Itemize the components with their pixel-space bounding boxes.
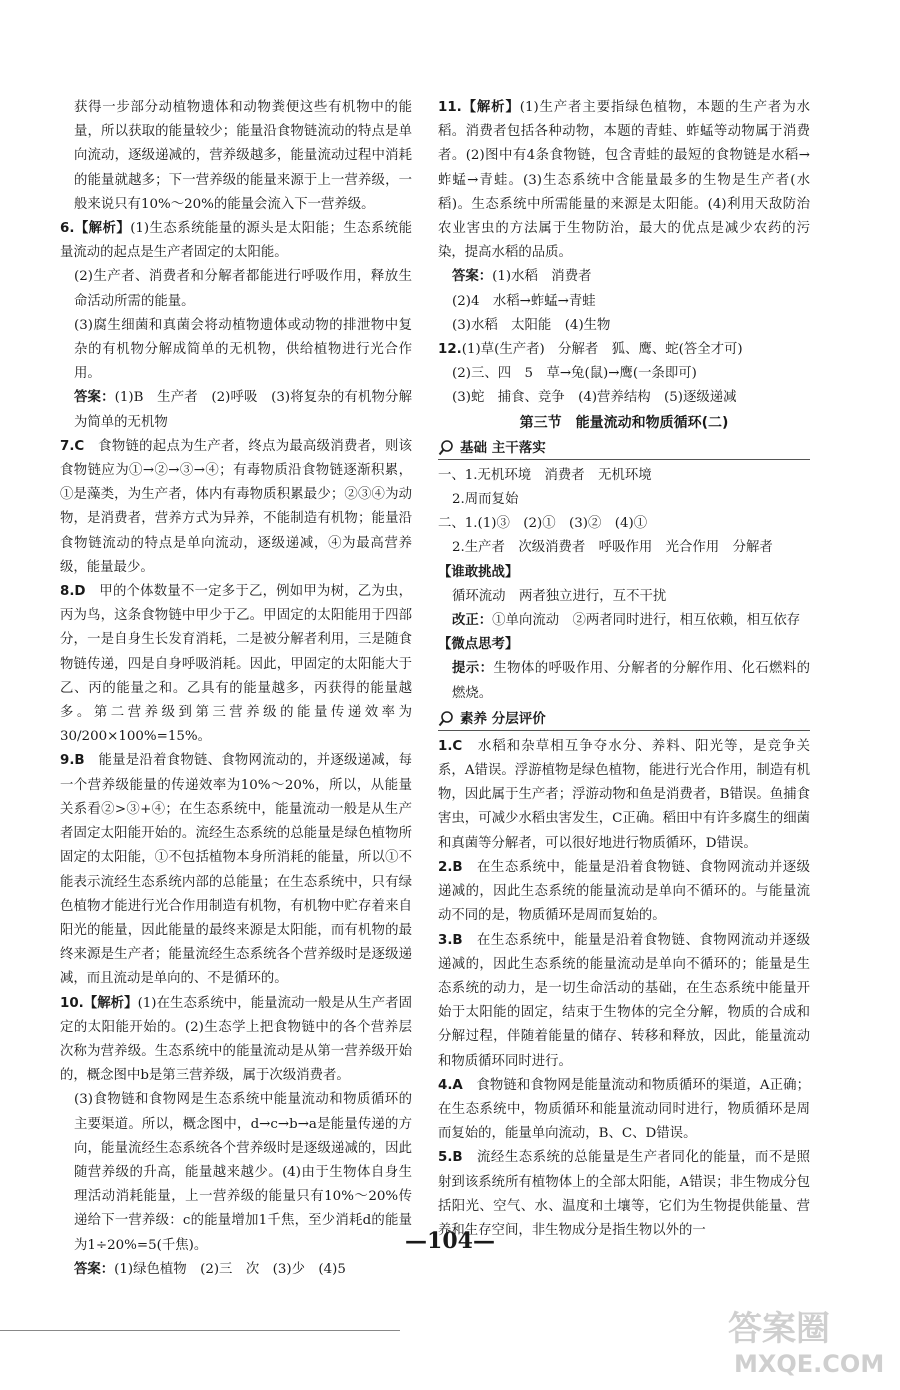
paragraph-text: (1)B 生产者 (2)呼吸 (3)将复杂的有机物分解为简单的无机物 [74, 390, 412, 430]
paragraph-l7 [60, 580, 412, 749]
paragraph-label: 答案： [74, 390, 115, 406]
paragraph-label: 2.B [438, 859, 463, 875]
paragraph-label: 10.【解析】 [60, 995, 138, 1011]
page-number: —104— [405, 1228, 495, 1254]
right-column [438, 96, 810, 1243]
watermark-logo [720, 1300, 890, 1380]
paragraph-label: 改正： [452, 613, 493, 629]
paragraph-r5 [438, 338, 810, 362]
paragraph-text: (1)草(生产者) 分解者 狐、鹰、蛇(答全才可) [461, 342, 743, 358]
paragraph-text: 食物链的起点为生产者，终点为最高级消费者，则该食物链应为①→②→③→④；有毒物质沿食物链逐渐积累，①是藻类，为生产者，体内有毒物质积累最少；②③④为动物，是消费者，营养方式为异养，不能制造有机物；能量沿食物链流动的特点是单向流动，逐级递减，④为最高营养级，能量最少。 [60, 438, 412, 575]
paragraph-text: 生物体的呼吸作用、分解者的分解作用、化石燃料的燃烧。 [452, 661, 811, 701]
paragraph-r1 [438, 96, 810, 265]
paragraph-text: (1)绿色植物 (2)三 次 (3)少 (4)5 [114, 1261, 346, 1277]
banner-eval [438, 708, 810, 731]
bottom-rule [0, 1330, 400, 1331]
paragraph-r2 [438, 265, 810, 289]
magnifier-icon [438, 439, 456, 457]
paragraph-l6 [60, 435, 412, 580]
paragraph-r7 [438, 386, 810, 410]
paragraph-label: 7.C [60, 438, 85, 454]
paragraph-label: 6.【解析】 [60, 221, 131, 237]
paragraph-text: 流经生态系统的总能量是生产者同化的能量，而不是照射到该系统所有植物体上的全部太阳能，A错误；非生物成分包括阳光、空气、水、温度和土壤等，它们为生物提供能量、营养和生存空间，非生物成分是指生物以外的一 [438, 1150, 810, 1238]
paragraph-label: 答案： [74, 1261, 115, 1277]
paragraph-s6 [438, 585, 810, 609]
paragraph-text: 2.周而复始 [452, 492, 519, 508]
paragraph-t1 [438, 735, 810, 856]
paragraph-text: (2)生产者、消费者和分解者都能进行呼吸作用，释放生命活动所需的能量。 [74, 269, 412, 309]
banner-eval-label: 素养 分层评价 [460, 710, 546, 727]
paragraph-s4 [438, 536, 810, 560]
paragraph-s7 [438, 609, 810, 633]
paragraph-text: (3)食物链和食物网是生态系统中能量流动和物质循环的主要渠道。所以，概念图中，d→c→b→a是能量传递的方向，能量流经生态系统各个营养级时是逐级递减的，因此随营养级的升高，能量越来越少。(4)由于生物体自身生理活动消耗能量，上一营养级的能量只有10%～20%传递给下一营养级：c的能量增加1千焦，至少消耗d的能量为1÷20%=5(千焦)。 [74, 1092, 412, 1253]
paragraph-text: ①单向流动 ②两者同时进行，相互依赖，相互依存 [492, 613, 801, 629]
svg-text:MXQE.COM: MXQE.COM [734, 1350, 885, 1378]
paragraph-s9 [438, 657, 810, 705]
paragraph-label: 5.B [438, 1150, 463, 1166]
magnifier-icon [438, 710, 456, 728]
paragraph-text: (2)4 水稻→蚱蜢→青蛙 [452, 293, 596, 309]
paragraph-l4 [60, 314, 412, 387]
paragraph-r6 [438, 362, 810, 386]
paragraph-text: 在生态系统中，能量是沿着食物链、食物网流动并逐级递减的，因此生态系统的能量流动是单向不循环的；能量是生态系统的动力，是一切生命活动的基础，在生态系统中能量开始于太阳能的固定，结束于生物体的完全分解，物质的合成和分解过程，伴随着能量的储存、转移和释放，因此，能量流动和物质循环同时进行。 [438, 932, 810, 1069]
paragraph-label: 答案： [452, 269, 493, 285]
paragraph-l9 [60, 992, 412, 1089]
paragraph-l3 [60, 265, 412, 313]
paragraph-text: 二、1.(1)③ (2)① (3)② (4)① [438, 516, 648, 532]
paragraph-text: (3)水稻 太阳能 (4)生物 [452, 317, 611, 333]
paragraph-text: 一、1.无机环境 消费者 无机环境 [438, 467, 652, 483]
paragraph-t4 [438, 1074, 810, 1147]
paragraph-r4 [438, 314, 810, 338]
paragraph-s8 [438, 633, 810, 657]
paragraph-label: 【微点思考】 [438, 637, 519, 653]
paragraph-text: (2)三、四 5 草→兔(鼠)→鹰(一条即可) [452, 366, 697, 382]
section-title: 第三节 能量流动和物质循环(二) [519, 414, 729, 431]
paragraph-text: 2.生产者 次级消费者 呼吸作用 光合作用 分解者 [452, 540, 773, 556]
paragraph-label: 3.B [438, 932, 463, 948]
paragraph-l8 [60, 749, 412, 991]
paragraph-s1 [438, 464, 810, 488]
paragraph-label: 11.【解析】 [438, 100, 520, 115]
paragraph-l5 [60, 386, 412, 434]
paragraph-text: 获得一步部分动植物遗体和动物粪便这些有机物中的能量，所以获取的能量较少；能量沿食物链流动的特点是单向流动，逐级递减的，营养级越多，能量流动过程中消耗的能量就越多；下一营养级的能量来源于上一营养级，一般来说只有10%～20%的能量会流入下一营养级。 [74, 100, 412, 212]
paragraph-r3 [438, 290, 810, 314]
paragraph-s2 [438, 488, 810, 512]
paragraph-label: 4.A [438, 1077, 463, 1093]
paragraph-text: 在生态系统中，能量是沿着食物链、食物网流动并逐级递减的，因此生态系统的能量流动是单向不循环的。与能量流动不同的是，物质循环是周而复始的。 [438, 859, 810, 924]
paragraph-label: 12. [438, 342, 462, 358]
paragraph-text: (1)水稻 消费者 [492, 269, 592, 285]
paragraph-s5 [438, 561, 810, 585]
paragraph-l1 [60, 96, 412, 217]
paragraph-label: 【谁敢挑战】 [438, 564, 519, 580]
paragraph-text: (1)在生态系统中，能量流动一般是从生产者固定的太阳能开始的。(2)生态学上把食物链中的各个营养层次称为营养级。生态系统中的能量流动是从第一营养级开始的，概念图中b是第三营养级，属于次级消费者。 [60, 995, 412, 1084]
paragraph-text: 循环流动 两者独立进行，互不干扰 [452, 588, 667, 604]
paragraph-text: (3)腐生细菌和真菌会将动植物遗体或动物的排泄物中复杂的有机物分解成简单的无机物，供给植物进行光合作用。 [74, 317, 412, 382]
paragraph-t3 [438, 929, 810, 1074]
paragraph-text: 食物链和食物网是能量流动和物质循环的渠道，A正确；在生态系统中，物质循环和能量流动同时进行，物质循环是周而复始的，能量单向流动，B、C、D错误。 [438, 1077, 810, 1142]
paragraph-label: 8.D [60, 584, 86, 600]
paragraph-text: 甲的个体数量不一定多于乙，例如甲为树，乙为虫，丙为鸟，这条食物链中甲少于乙。甲固定的太阳能用于四部分，一是自身生长发育消耗，二是被分解者利用，三是随食物链传递，四是自身呼吸消耗。因此，甲固定的太阳能大于乙、丙的能量之和。乙具有的能量越多，丙获得的能量越多。第二营养级到第三营养级的能量传递效率为30/200×100%=15%。 [60, 584, 412, 745]
paragraph-text: 水稻和杂草相互争夺水分、养料、阳光等，是竞争关系，A错误。浮游植物是绿色植物，能进行光合作用，制造有机物，因此属于生产者；浮游动物和鱼是消费者，B错误。鱼捕食害虫，可减少水稻虫害发生，C正确。稻田中有许多腐生的细菌和真菌等分解者，可以很好地进行物质循环，D错误。 [438, 738, 810, 851]
left-column [60, 96, 412, 1282]
paragraph-label: 9.B [60, 753, 85, 769]
paragraph-label: 提示： [452, 661, 494, 677]
paragraph-text: 能量是沿着食物链、食物网流动的，并逐级递减，每一个营养级能量的传递效率为10%～20%，所以，从能量关系看②>③+④；在生态系统中，能量流动一般是从生产者固定太阳能开始的。流经生态系统的总能量是绿色植物所固定的太阳能，①不包括植物本身所消耗的能量，所以①不能表示流经生态系统内部的总能量；在生态系统中，只有绿色植物才能进行光合作用制造有机物，有机物中贮存着来自阳光的能量，因此能量的最终来源是太阳能，而有机物的最终来源是生产者；能量流经生态系统各个营养级时是逐级递减，而且流动是单向的、不是循环的。 [60, 753, 412, 987]
paragraph-text: (3)蛇 捕食、竞争 (4)营养结构 (5)逐级递减 [452, 390, 737, 406]
banner-basic-label: 基础 主干落实 [460, 439, 546, 456]
banner-basic [438, 437, 810, 460]
paragraph-l11 [60, 1258, 412, 1282]
paragraph-s3 [438, 512, 810, 536]
paragraph-l2 [60, 217, 412, 265]
svg-text:答案圈: 答案圈 [728, 1309, 830, 1349]
paragraph-label: 1.C [438, 738, 463, 754]
paragraph-t2 [438, 856, 810, 929]
paragraph-text: (1)生态系统能量的源头是太阳能；生态系统能量流动的起点是生产者固定的太阳能。 [60, 221, 412, 261]
paragraph-text: (1)生产者主要指绿色植物，本题的生产者为水稻。消费者包括各种动物，本题的青蛙、蚱蜢等动物属于消费者。(2)图中有4条食物链，包含青蛙的最短的食物链是水稻→蚱蜢→青蛙。(3)生态系统中含能量最多的生物是生产者(水稻)。生态系统中所需能量的来源是太阳能。(4)利用天敌防治农业害虫的方法属于生物防治，最大的优点是减少农药的污染，提高水稻的品质。 [438, 100, 810, 261]
